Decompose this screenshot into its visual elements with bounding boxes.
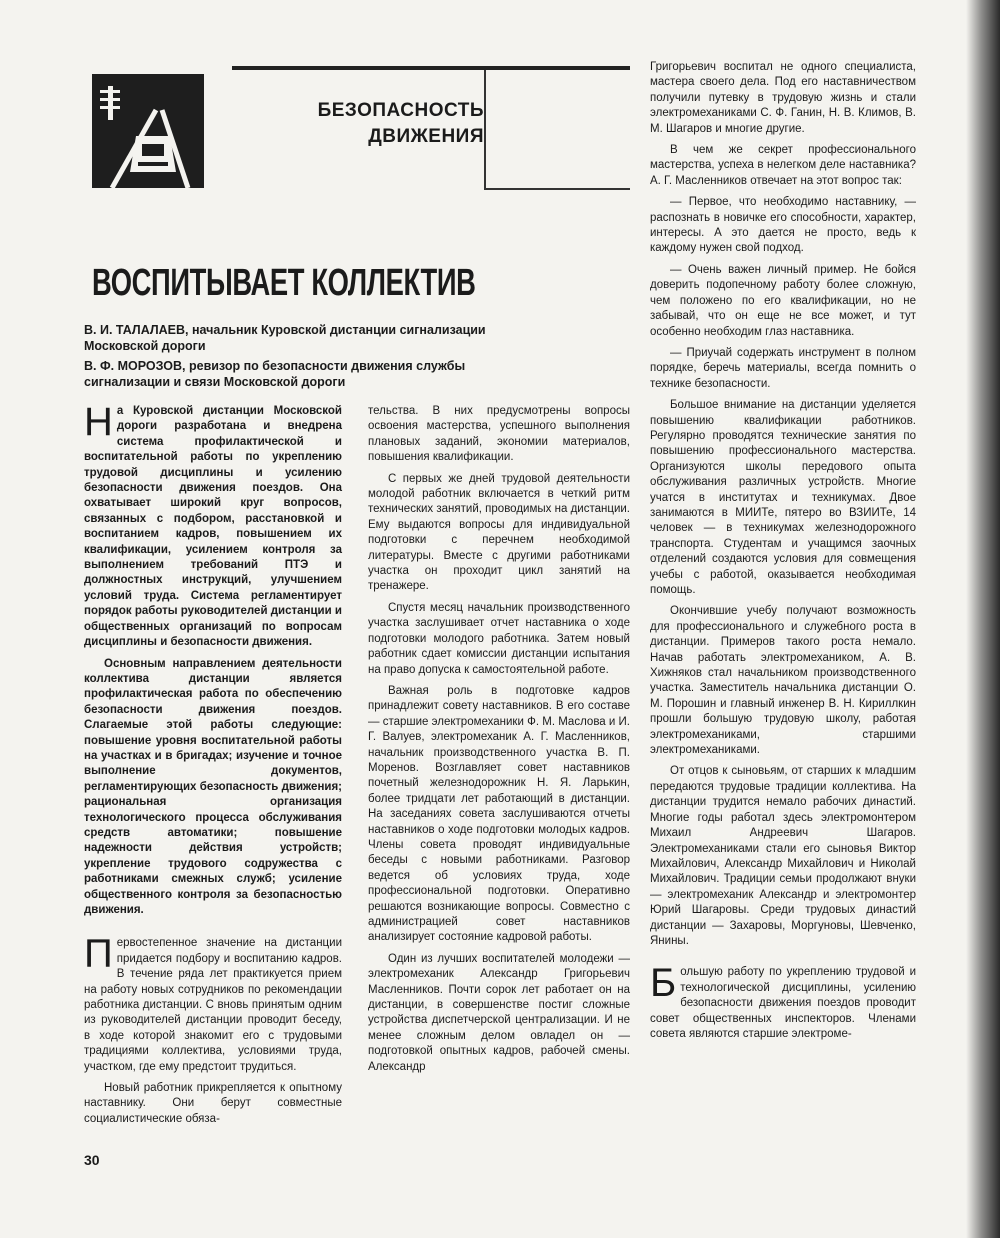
section-title-line-1: БЕЗОПАСНОСТЬ [317,100,484,121]
paragraph-text: ервостепенное значение на дистанции придается подбору и воспитанию кадров. В течение ряда лет практикуется прием на работу новых сотрудников по рекомендации работника дистанции. С вновь принятым одним из руководителей дистанции проводит беседу, в ходе которой знакомит его с трудовыми традициями коллектива, условиями труда, участком, где ему предстоит трудиться. [84,937,342,1073]
binding-edge-shadow [966,0,1000,1238]
paragraph [84,932,342,1075]
header-underline [486,188,630,190]
section-title-line-2: ДВИЖЕНИЯ [368,126,484,147]
text-column-1 [84,400,342,1127]
paragraph: Новый работник прикрепляется к опытному наставнику. Они берут совместные социалистические обяза- [84,1082,342,1125]
text-column-2 [368,404,630,1075]
author-line: В. Ф. МОРОЗОВ, ревизор по безопасности движения службы сигнализации и связи Московской дороги [84,359,466,389]
paragraph [650,961,916,1042]
paragraph: Окончившие учебу получают возможность для профессионального и служебного роста в дистанции. Примеров такого роста немало. Начав работать электромехаником, А. В. Хижняков стал начальником производственного участка. Заместитель начальника дистанции О. М. Порошин и главный инженер В. Н. Кириллкин прошли большую трудовую школу, работая электромеханиками, старшими электромеханиками. [650,605,916,757]
text-column-3 [650,60,916,1042]
paragraph: В чем же секрет профессионального мастерства, успеха в нелегком деле наставника? А. Г. Масленников отвечает на этот вопрос так: [650,144,916,187]
paragraph: Спустя месяц начальник производственного участка заслушивает отчет наставника о ходе подготовки молодого работника. Затем новый работник сдает комиссии дистанции испытания на право допуска к самостоятельной работе. [368,601,630,676]
article-headline: ВОСПИТЫВАЕТ КОЛЛЕКТИВ [92,262,476,304]
header-vertical-rule [484,70,486,190]
author-line: В. И. ТАЛАЛАЕВ, начальник Куровской дистанции сигнализации Московской дороги [84,323,486,353]
paragraph-text: ольшую работу по укреплению трудовой и технологической дисциплины, усилению безопасности движения поездов проводит совет общественных инспекторов. Членами совета являются старшие электроме- [650,966,916,1040]
paragraph: — Очень важен личный пример. Не бойся доверить подопечному работу более сложную, чем положено по его квалификации, но не забывай, что он еще не все может, и тут особенно необходим глаз наставника. [650,263,916,338]
page-number: 30 [84,1152,100,1168]
paragraph: Важная роль в подготовке кадров принадлежит совету наставников. В его составе — старшие электромеханики Ф. М. Маслова и И. Г. Валуев, электромеханик А. Г. Масленников, начальник производственного участка В. П. Моренов. Возглавляет совет наставников почетный железнодорожник Н. Я. Ларькин, более тридцати лет работающий в дистанции. На заседаниях совета заслушиваются отчеты наставников о ходе подготовки молодых кадров. Члены совета проводят индивидуальные беседы с новыми работниками. Разговор ведется об условиях труда, ходе профессиональной подготовки. Оперативно решаются возникающие вопросы. Совместно с администрацией совет наставников анализирует состояние кадровой работы. [368,684,630,944]
drop-cap: П [84,932,113,977]
paragraph-text: а Куровской дистанции Московской дороги разработана и внедрена система профилактической и воспитательной работы по укреплению трудовой дисциплины и усилению безопасности движения поездов. Она охватывает широкий круг вопросов, связанных с подбором, расстановкой и воспитанием кадров, повышением их квалификации, усилением контроля за выполнением требований ПТЭ и должностных инструкций, улучшением условий труда. Система регламентирует порядок работы руководителей дистанции и общественных организаций по вопросам дисциплины и безопасности движения. [84,405,342,649]
drop-cap: Н [84,400,113,444]
paragraph [84,400,342,651]
header-rule [232,66,630,70]
paragraph: — Первое, что необходимо наставнику, — распознать в новичке его способности, характер, интересы. А это дается не просто, ведь к каждому нужен свой подход. [650,196,916,255]
paragraph: Основным направлением деятельности коллектива дистанции является профилактическая работа по обеспечению безопасности движения поездов. Слагаемые этой работы следующие: повышение уровня воспитательной работы на участках и в бригадах; изучение и точное выполнение документов, регламентирующих безопасность движения; рациональная организация технологического процесса обслуживания средств автоматики; повышение надежности действия устройств; укрепление трудового содружества с работниками смежных служб; усиление общественного контроля за безопасностью движения. [84,657,342,916]
paragraph: С первых же дней трудовой деятельности молодой работник включается в четкий ритм технических занятий, проводимых на дистанции. Ему выдаются вопросы для индивидуальной подготовки с перечнем необходимой литературы. Вместе с другими работниками участка он проходит цикл занятий на тренажере. [368,472,630,593]
paragraph: — Приучай содержать инструмент в полном порядке, беречь материалы, всегда помнить о технике безопасности. [650,346,916,390]
paragraph: тельства. В них предусмотрены вопросы освоения мастерства, успешного выполнения плановых заданий, экономии материалов, повышения квалификации. [368,405,630,464]
paragraph: Григорьевич воспитал не одного специалиста, мастера своего дела. Под его наставничеством получили путевку в трудовую жизнь и стали электромеханиками С. Ф. Ганин, Н. В. Климов, В. М. Шагаров и многие другие. [650,61,916,135]
article-authors [84,322,524,394]
paragraph: Большое внимание на дистанции уделяется повышению квалификации работников. Регулярно проводятся технические занятия по повышению профессионального мастерства. Организуются школы передового опыта обслуживания различных устройств. Многие учатся в институтах и техникумах. Двое занимаются в МИИТе, пятеро во ВЗИИТе, 14 человек — в техникумах железнодорожного транспорта. Студентам и учащимся заочных отделений создаются условия для совмещения учебы с работой, оказывается необходимая помощь. [650,399,916,596]
paragraph: Один из лучших воспитателей молодежи — электромеханик Александр Григорьевич Масленников. Почти сорок лет работает он на дистанции, в совершенстве постиг сложные устройства диспетчерской централизации. И не менее сложным делом овладел он — подготовкой опытных кадров, рабочей смены. Александр [368,952,630,1073]
safety-logo-icon [92,74,204,188]
paragraph: От отцов к сыновьям, от старших к младшим передаются трудовые традиции коллектива. На дистанции трудится немало рабочих династий. Многие годы работал здесь электромонтером Михаил Андреевич Шагаров. Электромеханиками стали его сыновья Виктор Михайлович, Александр Михайлович и Николай Михайлович. Традиции семьи продолжают внуки — электромеханик Александр и электромонтер Юрий Шагаровы. Среди трудовых династий дистанции — Захаровы, Моргуновы, Шевченко, Янины. [650,765,916,947]
drop-cap: Б [650,961,677,1006]
section-title [300,98,484,150]
